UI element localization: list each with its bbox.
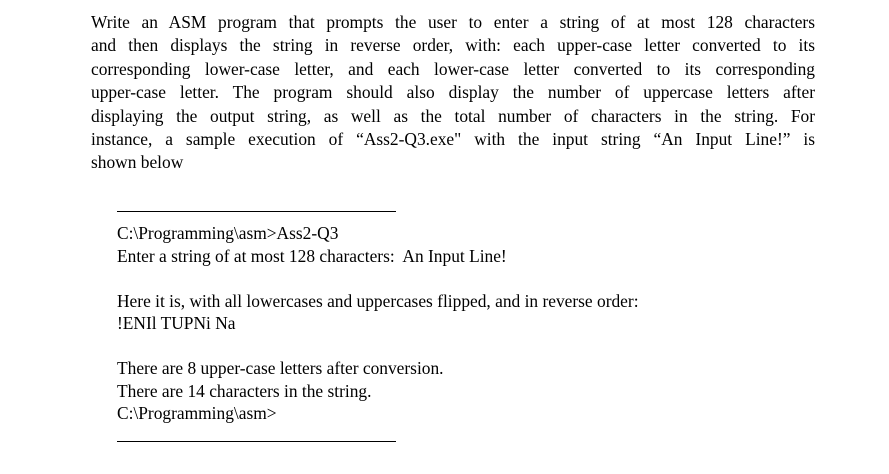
console-prompt: Enter a string of at most 128 characters: An Input Line! (117, 245, 507, 266)
sample-bottom-divider (117, 441, 396, 442)
problem-line-5: displaying the output string, as well as the total number of characters in the string. For (91, 105, 815, 126)
console-result-value: !ENIl TUPNi Na (117, 313, 236, 333)
problem-line-1: Write an ASM program that prompts the user to enter a string of at most 128 characters (91, 12, 815, 32)
console-uppercase-count: There are 8 upper-case letters after conversion. (117, 358, 444, 378)
console-blank-line (117, 335, 639, 358)
problem-line-3: corresponding lower-case letter, and each lower-case letter converted to its corresponding (91, 58, 815, 79)
problem-statement (91, 11, 815, 175)
problem-line-4: upper-case letter. The program should also display the number of uppercase letters after (91, 82, 815, 103)
sample-top-divider (117, 211, 396, 212)
problem-line-6: instance, a sample execution of “Ass2-Q3.exe" with the input string “An Input Line!” is (91, 129, 815, 150)
console-char-count: There are 14 characters in the string. (117, 380, 372, 401)
console-result-header: Here it is, with all lowercases and uppercases flipped, and in reverse order: (117, 290, 639, 311)
sample-execution (117, 222, 639, 425)
problem-line-7: shown below (91, 152, 184, 173)
console-final-prompt: C:\Programming\asm> (117, 403, 277, 423)
console-blank-line (117, 267, 639, 290)
problem-line-2: and then displays the string in reverse order, with: each upper-case letter converted to its (91, 35, 815, 56)
console-command: C:\Programming\asm>Ass2-Q3 (117, 223, 339, 243)
